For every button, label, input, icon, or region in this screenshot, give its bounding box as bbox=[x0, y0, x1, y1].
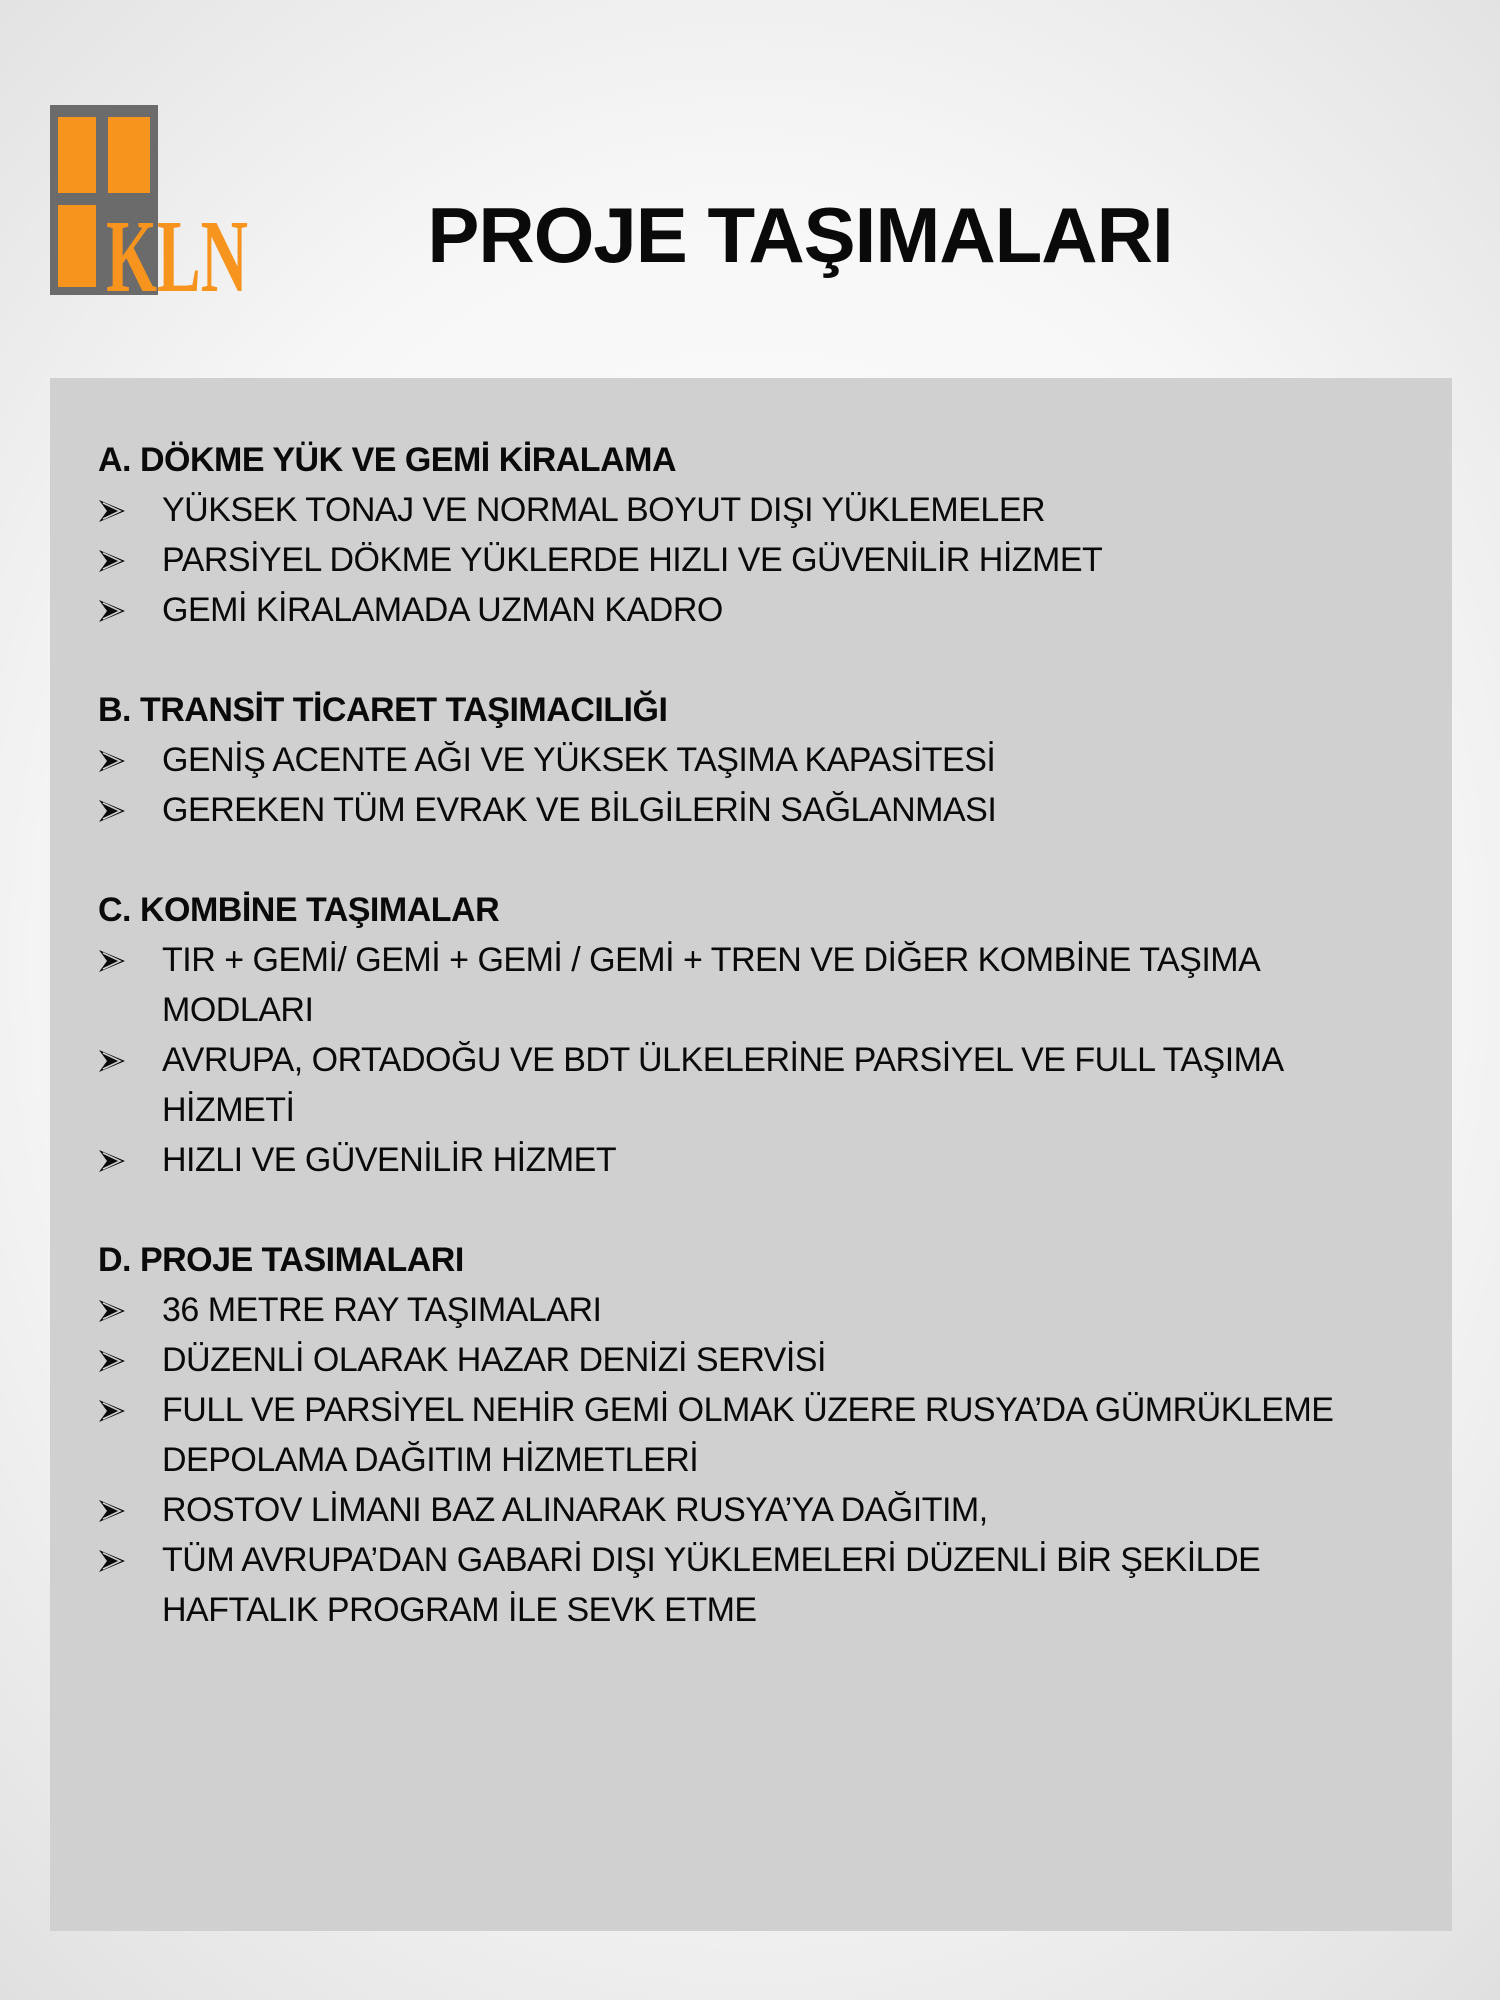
list-item-text: 36 METRE RAY TAŞIMALARI bbox=[162, 1291, 602, 1329]
list-item bbox=[98, 1335, 1404, 1385]
arrowhead-bullet-icon bbox=[98, 1149, 126, 1173]
list-item bbox=[98, 935, 1404, 1035]
section-heading: C. KOMBİNE TAŞIMALAR bbox=[98, 891, 500, 929]
arrowhead-bullet-icon bbox=[98, 599, 126, 623]
list-item-text: TÜM AVRUPA’DAN GABARİ DIŞI YÜKLEMELERİ DÜZENLİ BİR ŞEKİLDE HAFTALIK PROGRAM İLE SEVK ETME bbox=[162, 1541, 1261, 1629]
arrowhead-bullet-icon bbox=[98, 949, 126, 973]
list-item-text: FULL VE PARSİYEL NEHİR GEMİ OLMAK ÜZERE RUSYA’DA GÜMRÜKLEME DEPOLAMA DAĞITIM HİZMETLERİ bbox=[162, 1391, 1334, 1479]
arrowhead-bullet-icon bbox=[98, 1299, 126, 1323]
section-b bbox=[98, 685, 1404, 835]
list-item-text: ROSTOV LİMANI BAZ ALINARAK RUSYA’YA DAĞITIM, bbox=[162, 1491, 988, 1529]
list-item-text: DÜZENLİ OLARAK HAZAR DENİZİ SERVİSİ bbox=[162, 1341, 826, 1379]
arrowhead-bullet-icon bbox=[98, 1049, 126, 1073]
list-item bbox=[98, 1035, 1404, 1135]
page-title: PROJE TAŞIMALARI bbox=[427, 191, 1173, 279]
arrowhead-bullet-icon bbox=[98, 1399, 126, 1423]
bullet-list bbox=[98, 735, 1404, 835]
list-item bbox=[98, 1535, 1404, 1635]
list-item-text: TIR + GEMİ/ GEMİ + GEMİ / GEMİ + TREN VE DİĞER KOMBİNE TAŞIMA MODLARI bbox=[162, 941, 1259, 1029]
arrowhead-bullet-icon bbox=[98, 799, 126, 823]
list-item bbox=[98, 535, 1404, 585]
kln-logo bbox=[50, 105, 250, 314]
section-heading: A. DÖKME YÜK VE GEMİ KİRALAMA bbox=[98, 441, 677, 479]
section-heading: D. PROJE TASIMALARI bbox=[98, 1241, 464, 1279]
section-d bbox=[98, 1235, 1404, 1635]
list-item-text: GEMİ KİRALAMADA UZMAN KADRO bbox=[162, 591, 723, 629]
logo-text: KLN bbox=[106, 199, 248, 314]
list-item bbox=[98, 485, 1404, 535]
list-item-text: YÜKSEK TONAJ VE NORMAL BOYUT DIŞI YÜKLEMELER bbox=[162, 491, 1046, 529]
bullet-list bbox=[98, 485, 1404, 635]
section-a bbox=[98, 435, 1404, 635]
list-item bbox=[98, 1135, 1404, 1185]
bullet-list bbox=[98, 1285, 1404, 1635]
bullet-list bbox=[98, 935, 1404, 1185]
list-item-text: HIZLI VE GÜVENİLİR HİZMET bbox=[162, 1141, 617, 1179]
arrowhead-bullet-icon bbox=[98, 1499, 126, 1523]
list-item-text: GEREKEN TÜM EVRAK VE BİLGİLERİN SAĞLANMASI bbox=[162, 791, 997, 829]
arrowhead-bullet-icon bbox=[98, 1549, 126, 1573]
list-item bbox=[98, 1285, 1404, 1335]
list-item bbox=[98, 1485, 1404, 1535]
list-item-text: GENİŞ ACENTE AĞI VE YÜKSEK TAŞIMA KAPASİTESİ bbox=[162, 741, 996, 779]
arrowhead-bullet-icon bbox=[98, 499, 126, 523]
section-heading: B. TRANSİT TİCARET TAŞIMACILIĞI bbox=[98, 691, 668, 729]
list-item bbox=[98, 585, 1404, 635]
list-item bbox=[98, 1385, 1404, 1485]
arrowhead-bullet-icon bbox=[98, 549, 126, 573]
content-panel bbox=[50, 378, 1452, 1931]
arrowhead-bullet-icon bbox=[98, 1349, 126, 1373]
list-item bbox=[98, 785, 1404, 835]
list-item-text: AVRUPA, ORTADOĞU VE BDT ÜLKELERİNE PARSİYEL VE FULL TAŞIMA HİZMETİ bbox=[162, 1041, 1282, 1129]
list-item bbox=[98, 735, 1404, 785]
list-item-text: PARSİYEL DÖKME YÜKLERDE HIZLI VE GÜVENİLİR HİZMET bbox=[162, 541, 1103, 579]
arrowhead-bullet-icon bbox=[98, 749, 126, 773]
section-c bbox=[98, 885, 1404, 1185]
